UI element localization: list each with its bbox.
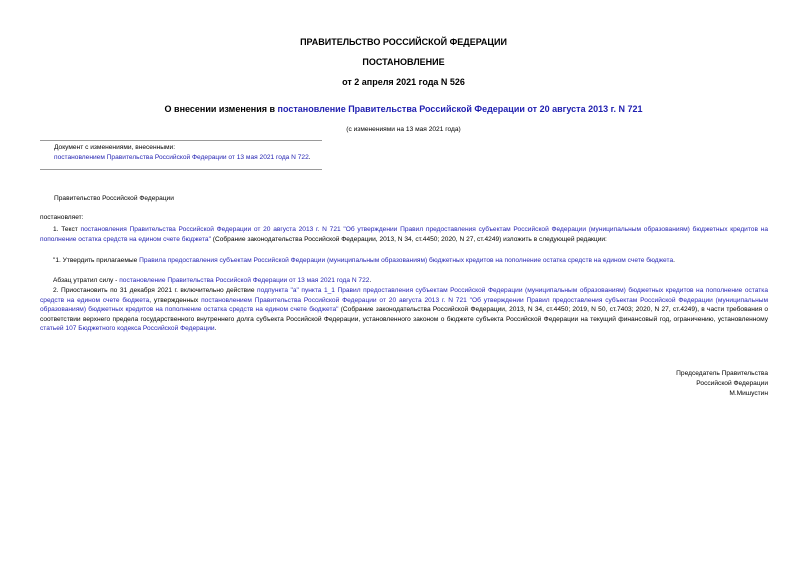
issuer-heading: ПРАВИТЕЛЬСТВО РОССИЙСКОЙ ФЕДЕРАЦИИ [300, 37, 507, 47]
government-line: Правительство Российской Федерации [54, 195, 174, 202]
revision-note: (с изменениями на 13 мая 2021 года) [346, 126, 461, 133]
changes-end: . [308, 154, 311, 161]
title-link[interactable]: постановление Правительства Российской Федерации от 20 августа 2013 г. N 721 [277, 104, 643, 114]
top-divider [40, 140, 322, 141]
p2-text-c: (Собрание законодательства Российской Федерации, 2013, N 34, ст.4450; 2019, N 50, ст.7403; 2020, N 27, ст.4249), в части требования о соответствии верхнего предела государственного внутреннего долга субъекта Российской Федерации, установленного законом о бюджете субъекта Российской Федерации на текущий финансовый год, ограничению, установленному [40, 306, 768, 323]
repealed-link[interactable]: постановление Правительства Российской Федерации от 13 мая 2021 года N 722 [119, 277, 370, 284]
repealed-text-b: . [369, 277, 372, 284]
changes-entry [54, 153, 311, 163]
repealed-text-a: Абзац утратил силу - [53, 277, 120, 284]
title-prefix: О внесении изменения в [164, 104, 278, 114]
p2-text-a: 2. Приостановить по 31 декабря 2021 г. включительно действие [53, 287, 258, 294]
quote-link[interactable]: Правила предоставления субъектам Российской Федерации (муниципальным образованиям) бюджетных кредитов на пополнение остатка средств на едином счете бюджета [139, 257, 674, 264]
decides-line: постановляет: [40, 214, 84, 221]
p1-text-a: 1. Текст [53, 226, 81, 233]
p2-text-d: . [214, 325, 217, 333]
signatory-name: М.Мишустин [729, 390, 768, 397]
p1-link[interactable]: постановления Правительства Российской Федерации от 20 августа 2013 г. N 721 "Об утверждении Правил предоставления субъектам Российской Федерации (муниципальным образованиям) бюджетных кредитов на пополнение остатка средств на едином счете бюджета" [40, 226, 768, 243]
paragraph-2 [40, 286, 768, 334]
signatory-office: Российской Федерации [696, 380, 768, 387]
signatory-title: Председатель Правительства [676, 370, 768, 377]
p2-link-1[interactable]: подпункта "а" пункта 1_1 Правил предоставления субъектам Российской Федерации (муниципальным образованиям) бюджетных кредитов на пополнение остатка средств на едином счете бюджета [40, 287, 768, 304]
p2-link-3[interactable]: статьей 107 Бюджетного кодекса Российской Федерации [40, 325, 215, 333]
document-type-heading: ПОСТАНОВЛЕНИЕ [362, 57, 445, 67]
repealed-paragraph [40, 276, 768, 286]
bottom-divider [40, 169, 322, 170]
paragraph-1 [40, 225, 768, 244]
document-date-heading: от 2 апреля 2021 года N 526 [342, 77, 465, 87]
quoted-paragraph [40, 256, 768, 266]
p1-text-b: (Собрание законодательства Российской Федерации, 2013, N 34, ст.4450; 2020, N 27, ст.4249) изложить в следующей редакции: [210, 235, 607, 243]
quote-text-a: "1. Утвердить прилагаемые [53, 257, 140, 264]
p2-link-2[interactable]: постановлением Правительства Российской Федерации от 20 августа 2013 г. N 721 "Об утверждении Правил предоставления субъектам Российской Федерации (муниципальным образованиям) бюджетных кредитов на пополнение остатка средств на едином счете бюджета" [40, 296, 768, 314]
changes-link[interactable]: постановлением Правительства Российской Федерации от 13 мая 2021 года N 722 [54, 154, 309, 161]
changes-label: Документ с изменениями, внесенными: [54, 144, 176, 151]
document-title [0, 104, 807, 114]
p2-text-b: , утвержденных [149, 296, 202, 304]
quote-text-b: . [673, 257, 675, 264]
